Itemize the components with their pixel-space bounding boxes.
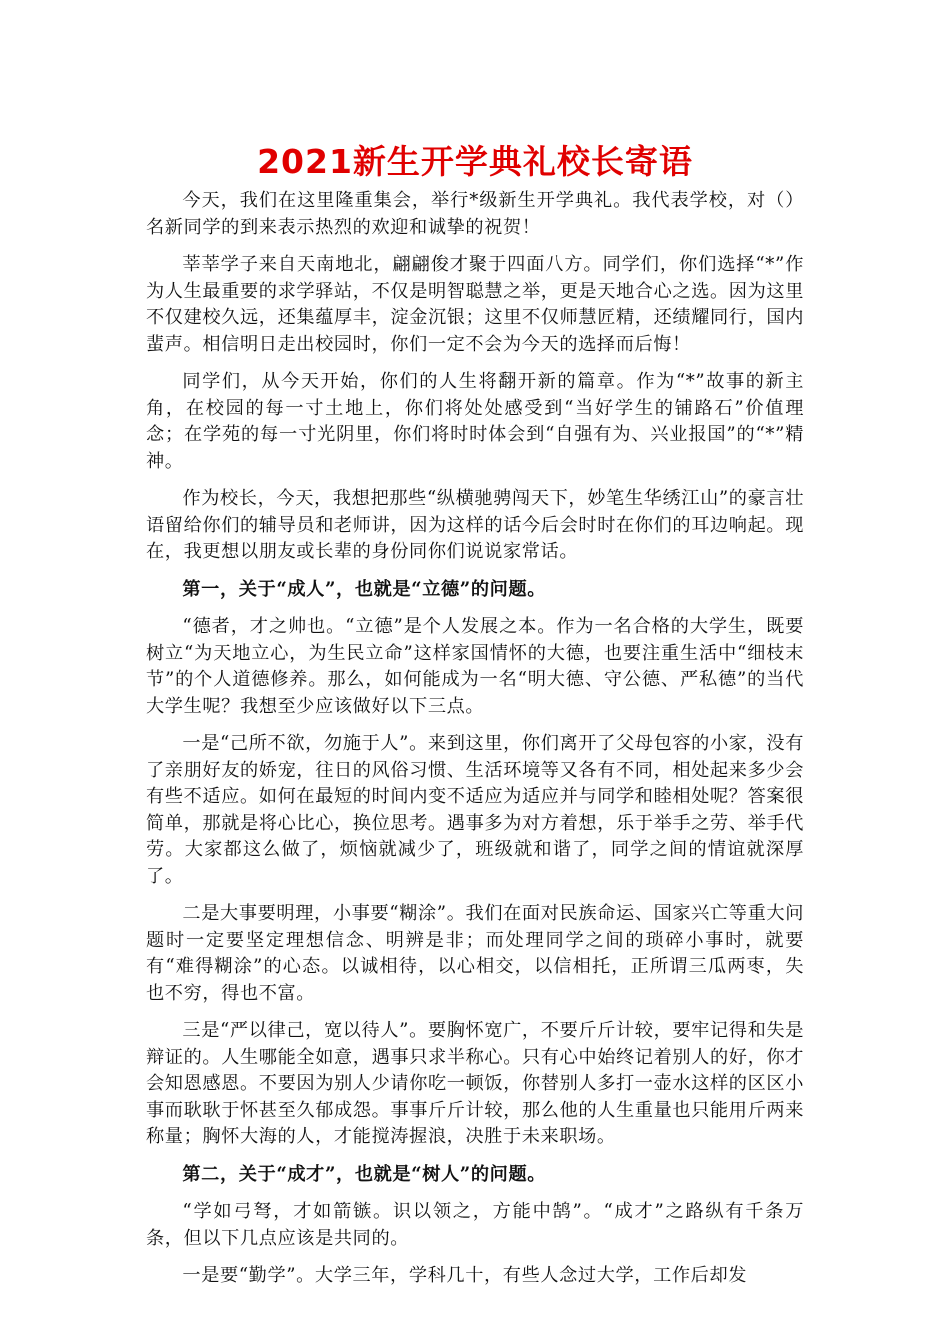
- body-paragraph: 今天，我们在这里隆重集会，举行*级新生开学典礼。我代表学校，对（）名新同学的到来表示热烈的欢迎和诚挚的祝贺！: [146, 190, 804, 238]
- body-paragraph: 作为校长，今天，我想把那些“纵横驰骋闯天下，妙笔生华绣江山”的豪言壮语留给你们的辅导员和老师讲，因为这样的话今后会时时在你们的耳边响起。现在，我更想以朋友或长辈的身份同你们说说家常话。: [146, 488, 804, 562]
- body-paragraph: 一是“己所不欲，勿施于人”。来到这里，你们离开了父母包容的小家，没有了亲朋好友的娇宠，往日的风俗习惯、生活环境等又各有不同，相处起来多少会有些不适应。如何在最短的时间内变不适应为适应并与同学和睦相处呢？答案很简单，那就是将心比心，换位思考。遇事多为对方着想，乐于举手之劳、举手代劳。大家都这么做了，烦恼就减少了，班级就和谐了，同学之间的情谊就深厚了。: [146, 733, 804, 887]
- body-paragraph: “德者，才之帅也。“立德”是个人发展之本。作为一名合格的大学生，既要树立“为天地立心，为生民立命”这样家国情怀的大德，也要注重生活中“细枝末节”的个人道德修养。那么，如何能成为一名“明大德、守公德、严私德”的当代大学生呢？我想至少应该做好以下三点。: [146, 616, 804, 717]
- body-paragraph: 莘莘学子来自天南地北，翩翩俊才聚于四面八方。同学们，你们选择“*”作为人生最重要的求学驿站，不仅是明智聪慧之举，更是天地合心之选。因为这里不仅建校久远，还集蕴厚丰，淀金沉银；这里不仅师慧匠精，还绩耀同行，国内蜚声。相信明日走出校园时，你们一定不会为今天的选择而后悔！: [146, 254, 804, 355]
- section-heading: 第二，关于“成才”，也就是“树人”的问题。: [182, 1163, 547, 1185]
- document-body: [146, 188, 804, 1301]
- body-paragraph: 二是大事要明理，小事要“糊涂”。我们在面对民族命运、国家兴亡等重大问题时一定要坚定理想信念、明辨是非；而处理同学之间的琐碎小事时，就要有“难得糊涂”的心态。以诚相待，以心相交，以信相托，正所谓三瓜两枣，失也不穷，得也不富。: [146, 903, 804, 1004]
- body-paragraph: 同学们，从今天开始，你们的人生将翻开新的篇章。作为“*”故事的新主角，在校园的每一寸土地上，你们将处处感受到“当好学生的铺路石”价值理念；在学苑的每一寸光阴里，你们将时时体会到“自强有为、兴业报国”的“*”精神。: [146, 371, 804, 472]
- body-paragraph: 三是“严以律己，宽以待人”。要胸怀宽广，不要斤斤计较，要牢记得和失是辩证的。人生哪能全如意，遇事只求半称心。只有心中始终记着别人的好，你才会知恩感恩。不要因为别人少请你吃一顿饭，你替别人多打一壶水这样的区区小事而耿耿于怀甚至久郁成怨。事事斤斤计较，那么他的人生重量也只能用斤两来称量；胸怀大海的人，才能搅涛握浪，决胜于未来职场。: [146, 1020, 804, 1147]
- section-heading: 第一，关于“成人”，也就是“立德”的问题。: [182, 578, 547, 600]
- body-paragraph: “学如弓弩，才如箭镞。识以领之，方能中鹄”。“成才”之路纵有千条万条，但以下几点应该是共同的。: [146, 1201, 804, 1249]
- document-title: 2021新生开学典礼校长寄语: [257, 142, 693, 181]
- body-paragraph: 一是要“勤学”。大学三年，学科几十，有些人念过大学，工作后却发: [182, 1265, 748, 1286]
